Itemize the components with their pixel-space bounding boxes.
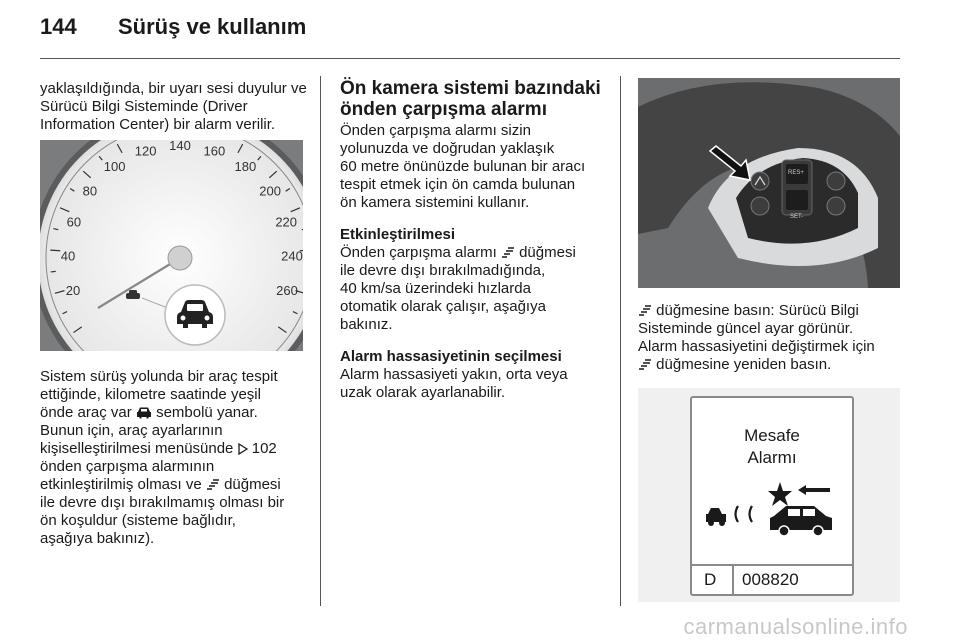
speedometer-label: 160: [203, 143, 226, 159]
impact-star-icon: [768, 482, 792, 506]
panel-separator: [692, 564, 852, 566]
header-rule: [40, 58, 900, 59]
column-divider-1: [320, 76, 321, 606]
panel-title-line1: Mesafe: [744, 426, 800, 445]
steering-wheel-illustration: [638, 78, 900, 288]
page-reference-arrow-icon: [238, 443, 248, 455]
page-number: 144: [40, 14, 77, 39]
speedometer-label: 80: [82, 183, 98, 199]
speedometer-tick: [50, 250, 60, 251]
approach-arrow-icon: [798, 485, 830, 495]
car-symbol-icon: [136, 406, 152, 419]
dic-display-figure: [638, 388, 900, 602]
speedometer-label: 260: [276, 283, 298, 299]
collision-alert-button-icon: [501, 246, 515, 259]
speedometer-label: 220: [275, 214, 298, 230]
set-minus-label: SET-: [790, 214, 804, 220]
distance-alert-icon: [702, 478, 842, 538]
speedometer-label: 20: [65, 283, 81, 299]
collision-alert-button-icon: [638, 358, 652, 371]
dic-display-panel: [690, 396, 854, 596]
front-vehicle-icon: [770, 506, 832, 536]
collision-alert-button-icon: [206, 478, 220, 491]
col2-activation-paragraph: Önden çarpışma alarmı düğmesi ile devre dışı bırakılmadığında, 40 km/sa üzerindeki hızlarda otomatik olarak çalışır, aşağıya bakınız.: [340, 244, 576, 333]
intro-paragraph: yaklaşıldığında, bir uyarı sesi duyulur ve Sürücü Bilgi Sisteminde (Driver Information Center) bir alarm verilir.: [40, 80, 307, 133]
col3-instruction-paragraph: düğmesine basın: Sürücü Bilgi Sisteminde güncel ayar görünür. Alarm hassasiyetini değiştirmek için düğmesine yeniden basın.: [638, 302, 875, 373]
col2-intro-paragraph: Önden çarpışma alarmı sizin yolunuzda ve doğrudan yaklaşık 60 metre önünüzde bulunan bir aracı tespit etmek için ön camda bulunan ön kamera sistemini kullanır.: [340, 122, 586, 211]
steering-wheel-figure: [638, 78, 900, 288]
speedometer-label: 140: [169, 140, 191, 153]
odometer-code: 008820: [742, 570, 799, 589]
gear-indicator: D: [704, 570, 717, 589]
speedometer-label: 200: [259, 183, 281, 199]
own-car-icon: [706, 508, 726, 526]
speedometer-tick: [51, 271, 56, 272]
speedometer-label: 60: [66, 214, 82, 230]
speedometer-label: 180: [234, 159, 257, 175]
speedometer-label: 100: [103, 159, 126, 175]
speedometer-figure: [40, 140, 303, 351]
subheading-sensitivity: Alarm hassasiyetinin seçilmesi: [340, 348, 562, 365]
panel-vertical-separator: [732, 564, 734, 594]
watermark: carmanualsonline.info: [683, 614, 908, 639]
subheading-activation: Etkinleştirilmesi: [340, 226, 456, 243]
section-heading: Ön kamera sistemi bazındaki önden çarpışma alarmı: [340, 78, 601, 120]
speedometer-label: 240: [281, 248, 303, 264]
speedometer-label: 40: [60, 248, 76, 264]
collision-alert-button-icon: [638, 304, 652, 317]
section-title: Sürüş ve kullanım: [118, 14, 307, 39]
speedometer-illustration: [40, 140, 303, 351]
col1-body-paragraph: Sistem sürüş yolunda bir araç tespit ettiğinde, kilometre saatinde yeşil önde araç var sembolü yanar. Bunun için, araç ayarlarının kişiselleştirilmesi menüsünde 102 önden çarpışma alarmının etkinleştirilmiş olması ve düğmesi ile devre dışı bırakılmamış olması bir ön koşuldur (sisteme bağlıdır, aşağıya bakınız).: [40, 368, 285, 547]
panel-title-line2: Alarmı: [747, 448, 797, 467]
column-divider-2: [620, 76, 621, 606]
col2-sensitivity-paragraph: Alarm hassasiyeti yakın, orta veya uzak olarak ayarlanabilir.: [340, 366, 568, 401]
speedometer-label: 120: [134, 143, 157, 159]
res-plus-label: RES+: [788, 170, 804, 176]
